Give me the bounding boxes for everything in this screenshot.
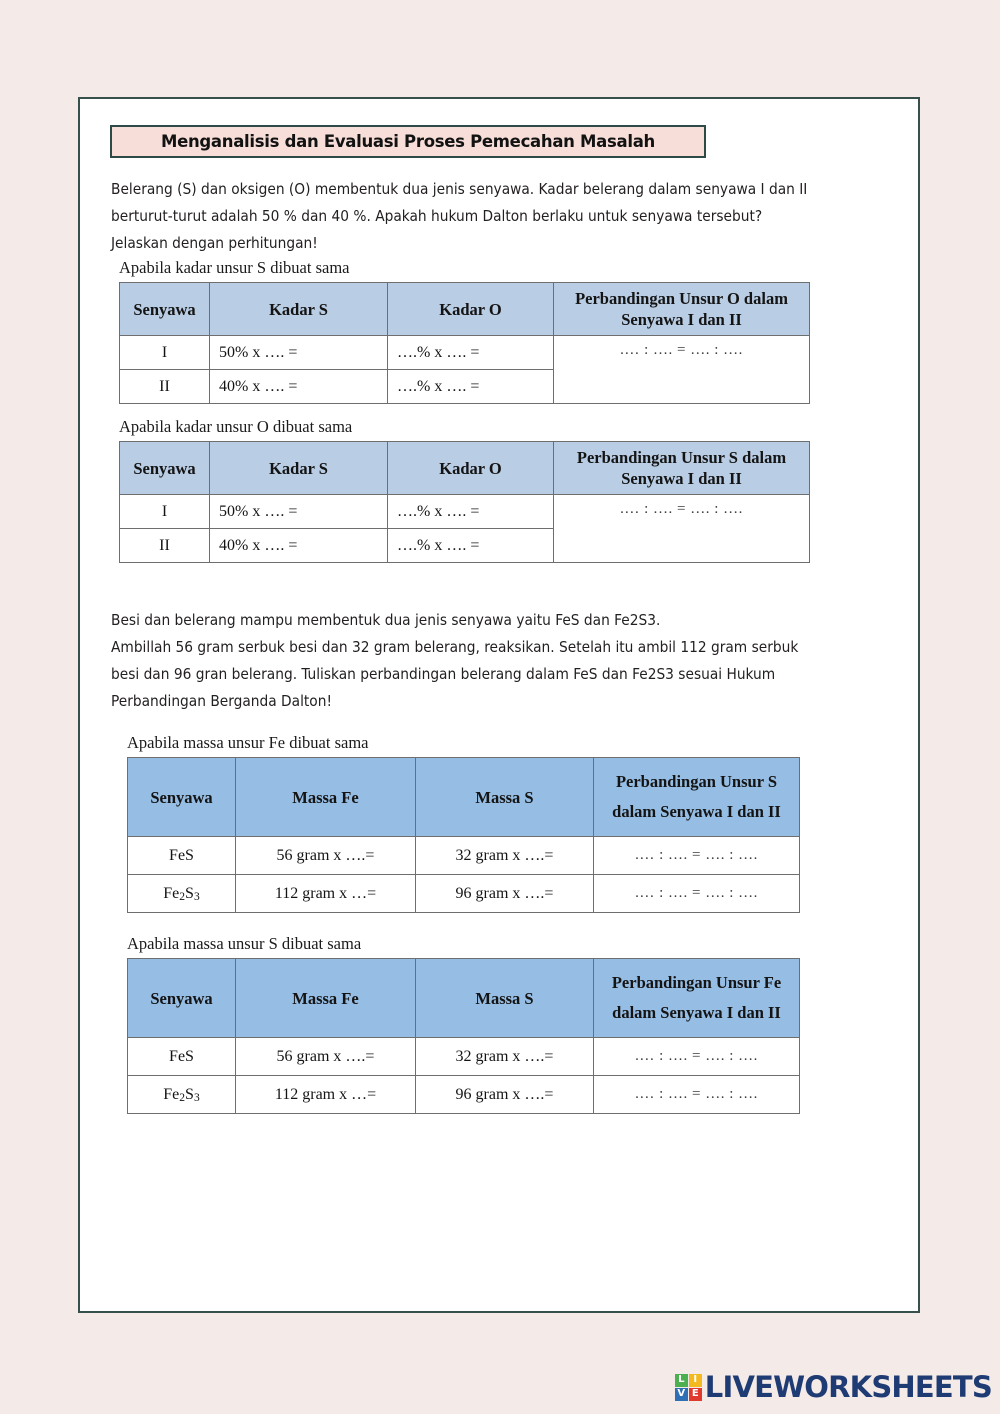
cell-senyawa-fes: FeS	[128, 837, 236, 875]
logo-square-e: E	[689, 1388, 702, 1401]
intro-line-2: berturut-turut adalah 50 % dan 40 %. Apakah hukum Dalton berlaku untuk senyawa tersebut?	[111, 207, 763, 225]
cell-massa-fe[interactable]: 112 gram x …=	[236, 875, 416, 913]
cell-senyawa: II	[120, 370, 210, 404]
cell-perbandingan[interactable]: .… : …. = …. : ….	[594, 837, 800, 875]
table-row	[120, 495, 810, 529]
th-perbandingan-line1: Perbandingan Unsur S dalam	[576, 448, 787, 467]
table-header-row	[128, 959, 800, 1038]
logo-square-i: I	[689, 1374, 702, 1387]
th-perbandingan-line2: dalam Senyawa I dan II	[612, 1003, 781, 1022]
problem2-line-2: Ambillah 56 gram serbuk besi dan 32 gram belerang, reaksikan. Setelah itu ambil 112 gram serbuk	[111, 638, 799, 656]
table-header-row	[128, 758, 800, 837]
problem2-line-3: besi dan 96 gran belerang. Tuliskan perbandingan belerang dalam FeS dan Fe2S3 sesuai Hukum	[111, 665, 776, 683]
cell-massa-s[interactable]: 96 gram x ….=	[416, 875, 594, 913]
cell-massa-s[interactable]: 32 gram x ….=	[416, 837, 594, 875]
cell-senyawa: II	[120, 529, 210, 563]
problem2-line-4: Perbandingan Berganda Dalton!	[111, 692, 332, 710]
th-senyawa: Senyawa	[120, 283, 210, 336]
th-perbandingan	[594, 959, 800, 1038]
cell-senyawa: I	[120, 336, 210, 370]
th-kadar-o: Kadar O	[388, 442, 554, 495]
th-perbandingan	[554, 283, 810, 336]
cell-perbandingan[interactable]: .… : …. = …. : ….	[554, 336, 810, 404]
cell-kadar-s[interactable]: 40% x …. =	[210, 529, 388, 563]
table-group-kadar-s	[119, 258, 810, 404]
th-perbandingan-line2: Senyawa I dan II	[621, 469, 742, 488]
th-kadar-o: Kadar O	[388, 283, 554, 336]
worksheet-page	[78, 97, 920, 1313]
table-row	[120, 336, 810, 370]
th-perbandingan	[554, 442, 810, 495]
table-group-massa-fe	[127, 733, 800, 913]
th-senyawa: Senyawa	[128, 758, 236, 837]
th-perbandingan-line1: Perbandingan Unsur S	[615, 772, 778, 791]
table1-caption: Apabila kadar unsur S dibuat sama	[119, 258, 350, 277]
table-row	[128, 837, 800, 875]
cell-kadar-s[interactable]: 50% x …. =	[210, 336, 388, 370]
cell-massa-fe[interactable]: 56 gram x ….=	[236, 1038, 416, 1076]
cell-senyawa-fe2s3: $Fe_2S_3$	[128, 875, 236, 913]
cell-perbandingan[interactable]: .… : …. = …. : ….	[594, 1076, 800, 1114]
cell-kadar-s[interactable]: 50% x …. =	[210, 495, 388, 529]
table-kadar-unsur-o	[119, 441, 810, 563]
logo-square-l: L	[675, 1374, 688, 1387]
table4-caption: Apabila massa unsur S dibuat sama	[127, 934, 362, 953]
problem2-paragraph	[111, 607, 890, 715]
th-perbandingan-line1: Perbandingan Unsur O dalam	[575, 289, 788, 308]
table-row	[128, 1076, 800, 1114]
cell-massa-s[interactable]: 32 gram x ….=	[416, 1038, 594, 1076]
cell-perbandingan[interactable]: .… : …. = …. : ….	[594, 875, 800, 913]
liveworksheets-logo[interactable]	[675, 1370, 992, 1404]
problem2-line-1: Besi dan belerang mampu membentuk dua jenis senyawa yaitu FeS dan Fe2S3.	[111, 611, 661, 629]
live-squares-icon	[675, 1374, 702, 1401]
th-perbandingan-line2: Senyawa I dan II	[621, 310, 742, 329]
cell-kadar-o[interactable]: ….% x …. =	[388, 495, 554, 529]
th-senyawa: Senyawa	[120, 442, 210, 495]
th-perbandingan-line1: Perbandingan Unsur Fe	[611, 973, 782, 992]
table-row	[128, 1038, 800, 1076]
table-header-row	[120, 283, 810, 336]
table-group-kadar-o	[119, 417, 810, 563]
intro-paragraph	[111, 176, 890, 257]
th-senyawa: Senyawa	[128, 959, 236, 1038]
th-massa-s: Massa S	[416, 959, 594, 1038]
section-title-banner	[110, 125, 706, 158]
cell-kadar-o[interactable]: ….% x …. =	[388, 370, 554, 404]
table-header-row	[120, 442, 810, 495]
table2-caption: Apabila kadar unsur O dibuat sama	[119, 417, 353, 436]
cell-senyawa: I	[120, 495, 210, 529]
intro-line-3: Jelaskan dengan perhitungan!	[111, 234, 318, 252]
cell-senyawa-fe2s3: $Fe_2S_3$	[128, 1076, 236, 1114]
logo-square-v: V	[675, 1388, 688, 1401]
cell-kadar-s[interactable]: 40% x …. =	[210, 370, 388, 404]
cell-perbandingan[interactable]: .… : …. = …. : ….	[594, 1038, 800, 1076]
table3-caption: Apabila massa unsur Fe dibuat sama	[127, 733, 369, 752]
th-massa-fe: Massa Fe	[236, 959, 416, 1038]
cell-massa-fe[interactable]: 56 gram x ….=	[236, 837, 416, 875]
cell-senyawa-fes: FeS	[128, 1038, 236, 1076]
cell-massa-fe[interactable]: 112 gram x …=	[236, 1076, 416, 1114]
table-row	[128, 875, 800, 913]
th-perbandingan-line2: dalam Senyawa I dan II	[612, 802, 781, 821]
page-title: Menganalisis dan Evaluasi Proses Pemecahan Masalah	[160, 132, 656, 151]
table-massa-unsur-fe	[127, 757, 800, 913]
table-group-massa-s	[127, 934, 800, 1114]
th-massa-s: Massa S	[416, 758, 594, 837]
table-kadar-unsur-s	[119, 282, 810, 404]
cell-perbandingan[interactable]: .… : …. = …. : ….	[554, 495, 810, 563]
th-perbandingan	[594, 758, 800, 837]
th-kadar-s: Kadar S	[210, 442, 388, 495]
cell-kadar-o[interactable]: ….% x …. =	[388, 529, 554, 563]
th-massa-fe: Massa Fe	[236, 758, 416, 837]
th-kadar-s: Kadar S	[210, 283, 388, 336]
table-massa-unsur-s	[127, 958, 800, 1114]
cell-massa-s[interactable]: 96 gram x ….=	[416, 1076, 594, 1114]
cell-kadar-o[interactable]: ….% x …. =	[388, 336, 554, 370]
logo-wordmark: LIVEWORKSHEETS	[704, 1370, 992, 1404]
intro-line-1: Belerang (S) dan oksigen (O) membentuk dua jenis senyawa. Kadar belerang dalam senyawa I dan II	[111, 180, 808, 198]
